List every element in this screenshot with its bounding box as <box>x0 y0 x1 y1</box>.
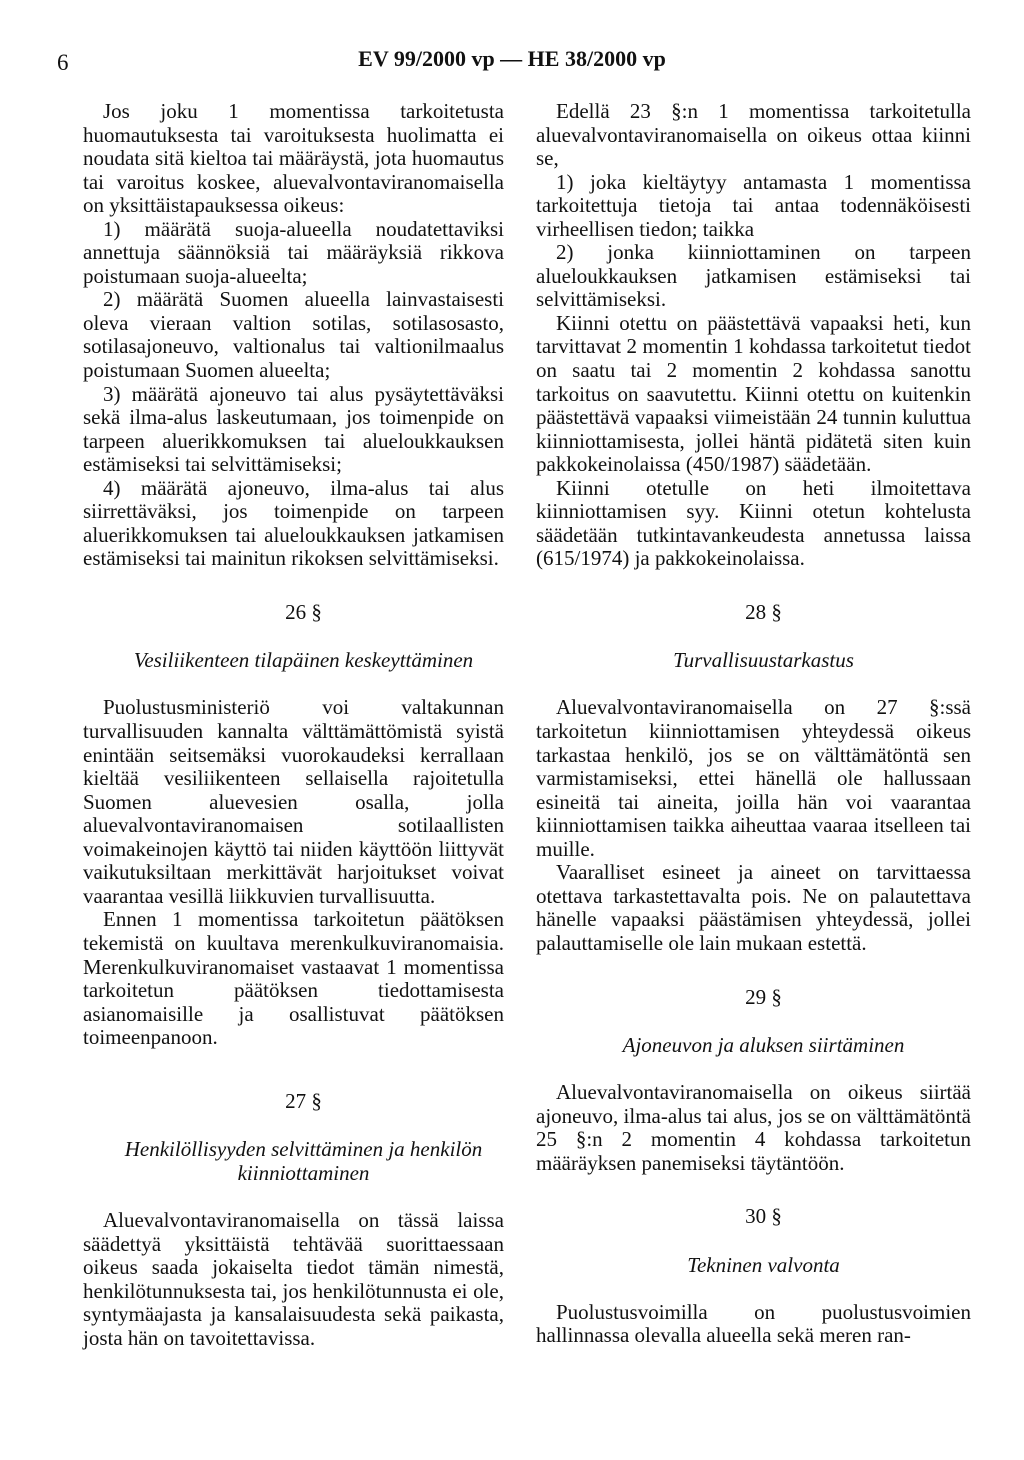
left-column <box>83 100 504 1351</box>
section-number: 29 § <box>745 984 782 1009</box>
list-item: 3) määrätä ajoneuvo tai alus pysäytettäväksi sekä ilma-alus laskeutumaan, jos toimenpide on tarpeen aluerikkomuksen tai alueloukkauksen estämiseksi tai selvittämiseksi; <box>83 381 504 477</box>
paragraph: Jos joku 1 momentissa tarkoitetusta huomautuksesta tai varoituksesta huolimatta ei noudata sitä kieltoa tai määräystä, jota huomautus tai varoitus koskee, aluevalvontaviranomaisella on yksittäistapauksessa oikeus: <box>83 99 504 218</box>
paragraph: Kiinni otettu on päästettävä vapaaksi heti, kun tarvittavat 2 momentin 1 kohdassa tarkoitetut tiedot on saatu tai 2 momentin 2 kohdassa sanottu tarkoitus on saavutettu. Kiinni otettu on kuitenkin päästettävä vapaaksi viimeistään 24 tunnin kuluttua kiinniottamisesta, jollei häntä pidätetä siten kuin pakkokeinolaissa (450/1987) säädetään. <box>536 310 971 477</box>
section-title: Vesiliikenteen tilapäinen keskeyttäminen <box>133 648 474 673</box>
right-column <box>536 100 971 1348</box>
section-title: Henkilöllisyyden selvittäminen ja henkilön <box>124 1137 483 1162</box>
section-number: 28 § <box>745 599 782 624</box>
paragraph: Puolustusministeriö voi valtakunnan turvallisuuden kannalta välttämättömistä syistä enintään seitsemäksi vuorokaudeksi kerrallaan kieltää vesiliikenteen sellaisella rajoitetulla Suomen aluevesien osalla, jolla aluevalvontaviranomaisen sotilaallisten voimakeinojen käyttö tai niiden käyttöön liittyvät vaikutuksiltaan merkittävät harjoitukset voivat vaarantaa vesillä liikkuvien turvallisuutta. <box>83 695 504 908</box>
page-number: 6 <box>57 50 69 75</box>
list-item: 1) joka kieltäytyy antamasta 1 momentissa tarkoitettuja tietoja tai antaa todennäköisesti virheellisen tiedon; taikka <box>536 169 971 241</box>
paragraph: Vaaralliset esineet ja aineet on tarvittaessa otettava tarkastettavalta pois. Ne on palautettava hänelle vapaaksi päästämisen yhteydessä, jollei palauttamiselle ole lain mukaan estettä. <box>536 860 971 955</box>
list-item: 1) määrätä suoja-alueella noudatettaviksi annettuja säännöksiä tai määräyksiä rikkova poistumaan suoja-alueelta; <box>83 216 504 288</box>
list-item: 4) määrätä ajoneuvo, ilma-alus tai alus siirrettäväksi, jos toimenpide on tarpeen aluerikkomuksen tai alueloukkauksen jatkamisen estämiseksi tai mainitun rikoksen selvittämiseksi. <box>83 475 504 571</box>
section-title: Turvallisuustarkastus <box>673 648 854 673</box>
list-item: 2) jonka kiinniottaminen on tarpeen alueloukkauksen jatkamisen estämiseksi tai selvittämiseksi. <box>536 240 971 312</box>
paragraph: Puolustusvoimilla on puolustusvoimien hallinnassa olevalla alueella sekä meren ran- <box>536 1299 971 1348</box>
section-number: 26 § <box>285 599 322 624</box>
section-title: kiinniottaminen <box>237 1161 370 1186</box>
section-title: Tekninen valvonta <box>687 1252 840 1277</box>
paragraph: Aluevalvontaviranomaisella on 27 §:ssä tarkoitetun kiinniottamisen yhteydessä oikeus tarkastaa henkilö, jos se on välttämätöntä sen varmistamiseksi, ettei hänellä ole hallussaan esineitä tai aineita, joilla hän voi vaarantaa kiinniottamisen taikka aiheuttaa vaaraa itselleen tai muille. <box>536 695 971 861</box>
section-title: Ajoneuvon ja aluksen siirtäminen <box>622 1033 905 1058</box>
paragraph: Kiinni otetulle on heti ilmoitettava kiinniottamisen syy. Kiinni otetun kohtelusta säädetään tutkintavankeudesta annetussa laissa (615/1974) ja pakkokeinolaissa. <box>536 475 971 571</box>
paragraph: Aluevalvontaviranomaisella on oikeus siirtää ajoneuvo, ilma-alus tai alus, jos se on välttämätöntä 25 §:n 2 momentin 4 kohdassa tarkoitetun määräyksen panemiseksi täytäntöön. <box>536 1080 971 1175</box>
section-number: 30 § <box>745 1204 782 1229</box>
section-number: 27 § <box>285 1088 322 1113</box>
paragraph: Edellä 23 §:n 1 momentissa tarkoitetulla aluevalvontaviranomaisella on oikeus ottaa kiinni se, <box>536 99 971 171</box>
running-header: EV 99/2000 vp — HE 38/2000 vp <box>358 46 666 71</box>
list-item: 2) määrätä Suomen alueella lainvastaisesti oleva vieraan valtion sotilas, sotilasosasto, sotilasajoneuvo, valtionalus tai valtionilmaalus poistumaan Suomen alueelta; <box>83 287 504 383</box>
paragraph: Ennen 1 momentissa tarkoitetun päätöksen tekemistä on kuultava merenkulkuviranomaisia. Merenkulkuviranomaiset vastaavat 1 momentissa tarkoitetun päätöksen tiedottamisesta asianomaisille ja osallistuvat päätöksen toimeenpanoon. <box>83 907 504 1050</box>
paragraph: Aluevalvontaviranomaisella on tässä laissa säädettyä yksittäistä tehtävää suorittaessaan oikeus saada jokaiselta tiedot tämän nimestä, henkilötunnuksesta tai, jos henkilötunnusta ei ole, syntymäajasta ja kansalaisuudesta sekä paikasta, josta hän on tavoitettavissa. <box>83 1208 504 1350</box>
